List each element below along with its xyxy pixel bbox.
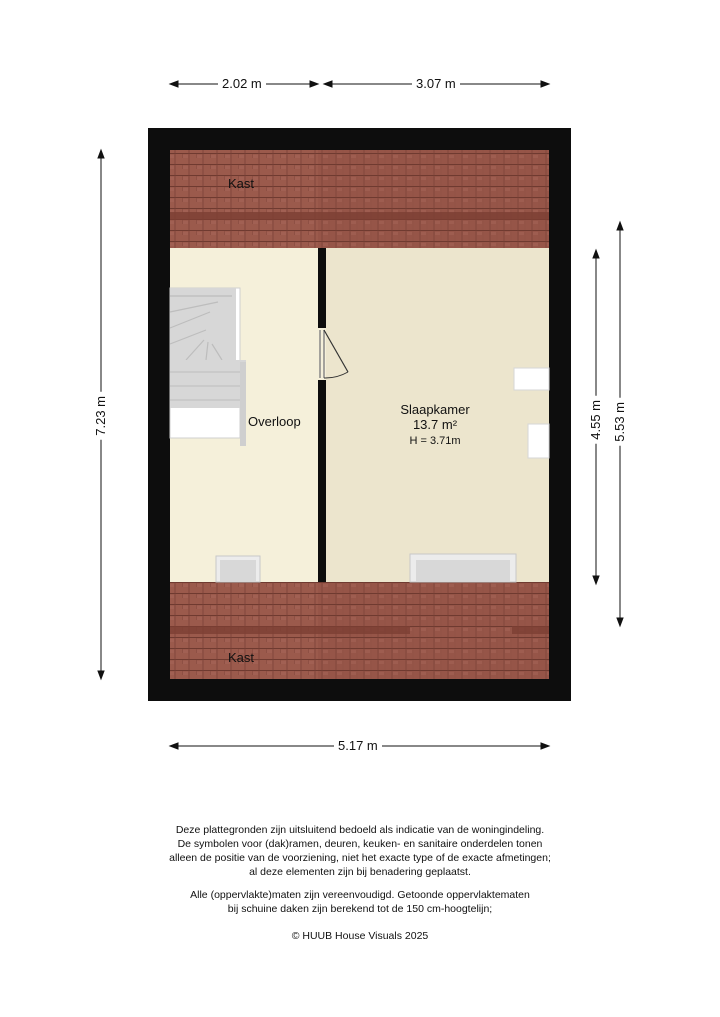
dim-outer-height: 5.53 m <box>612 398 627 446</box>
slaapkamer-name: Slaapkamer <box>400 402 470 417</box>
disclaimer-line: De symbolen voor (dak)ramen, deuren, keuken- en sanitaire onderdelen tonen <box>177 838 543 850</box>
central-wall <box>318 248 326 582</box>
room-label-kast-bottom: Kast <box>228 650 255 665</box>
disclaimer-line: bij schuine daken zijn berekend tot de 150 cm-hoogtelijn; <box>227 903 493 915</box>
disclaimer-paragraph-2 <box>110 888 610 916</box>
slaapkamer-height: H = 3.71m <box>409 435 461 447</box>
dim-left-height: 7.23 m <box>93 392 108 440</box>
copyright-notice: © HUUB House Visuals 2025 <box>291 930 429 942</box>
disclaimer-line: alleen de positie van de voorziening, niet het exacte type of de exacte afmetingen; <box>169 852 551 864</box>
dim-top-left: 2.02 m <box>218 76 266 91</box>
room-label-kast-top: Kast <box>228 176 255 191</box>
disclaimer-line: Deze plattegronden zijn uitsluitend bedoeld als indicatie van de woningindeling. <box>175 824 545 836</box>
disclaimer-line: al deze elementen zijn bij benadering geplaatst. <box>249 866 471 878</box>
dim-inner-height: 4.55 m <box>588 396 603 444</box>
disclaimer-line: Alle (oppervlakte)maten zijn vereenvoudigd. Getoonde oppervlaktematen <box>190 889 530 901</box>
room-label-slaapkamer <box>385 402 485 447</box>
slaapkamer-area: 13.7 m² <box>412 417 458 432</box>
wall-unit-lower <box>528 424 549 458</box>
staircase <box>170 288 246 446</box>
dim-top-right: 3.07 m <box>412 76 460 91</box>
dim-bottom-width: 5.17 m <box>334 738 382 753</box>
wall-unit-upper <box>514 368 549 390</box>
room-label-overloop: Overloop <box>248 414 301 429</box>
disclaimer-paragraph-1 <box>110 823 610 879</box>
